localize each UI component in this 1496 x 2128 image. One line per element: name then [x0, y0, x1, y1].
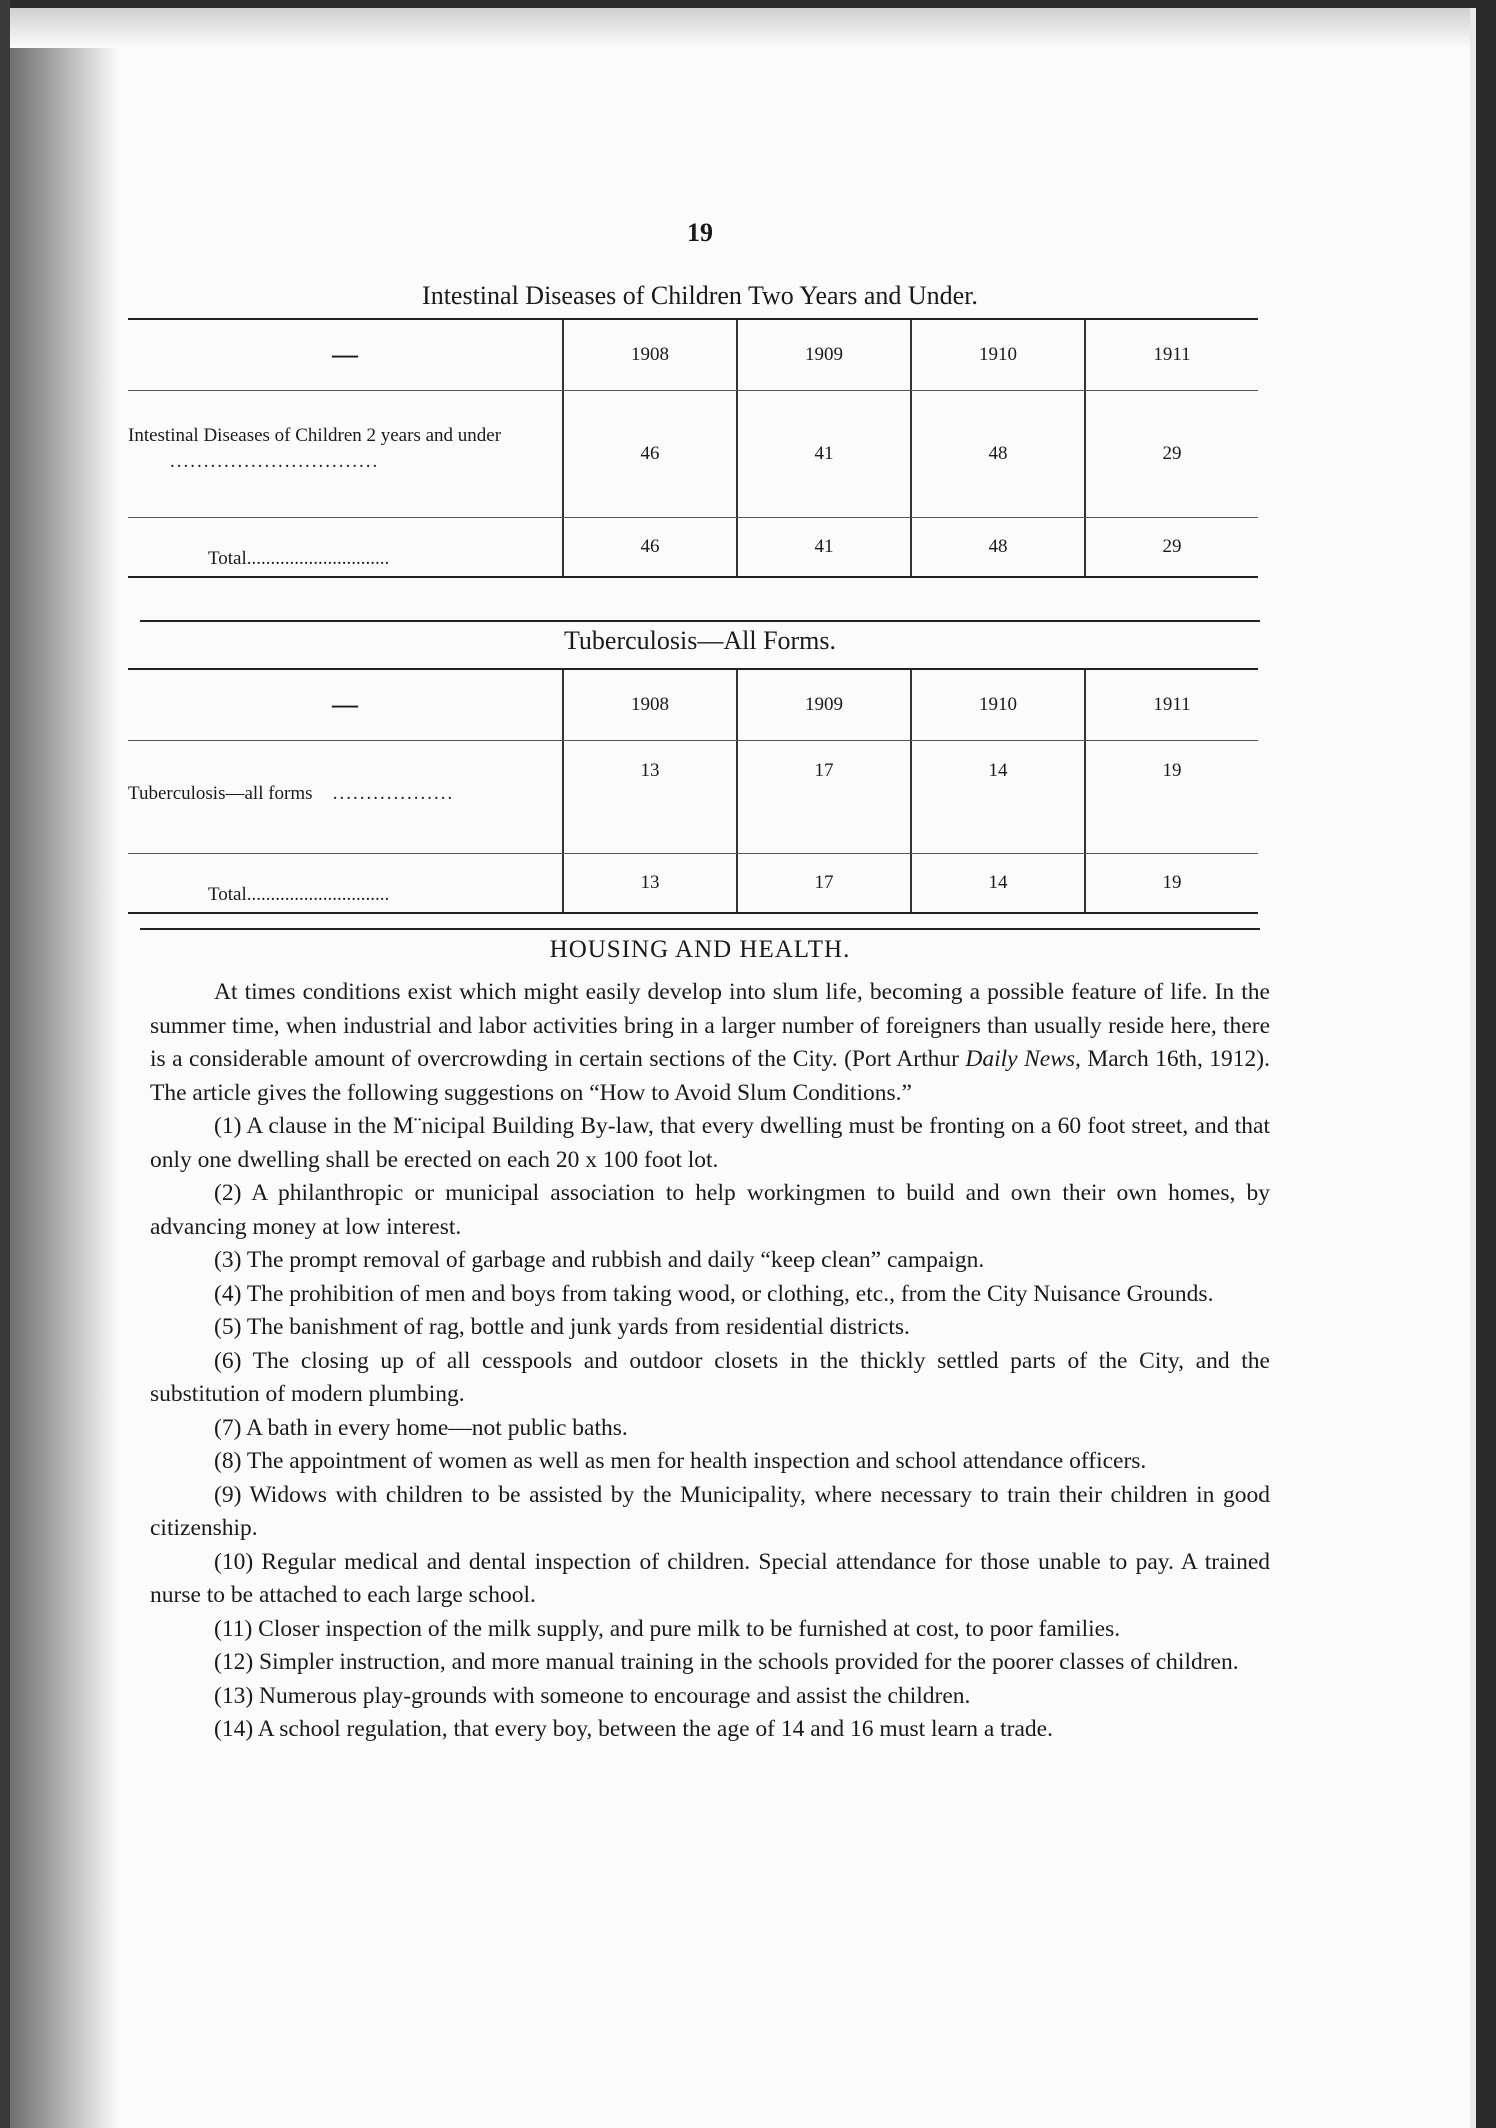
table2-total-value: 19 [1162, 872, 1182, 893]
scan-background [0, 0, 10, 2128]
table2-row-label: Tuberculosis—all forms .................. [128, 783, 455, 804]
table2-row-label-cell [128, 741, 564, 853]
divider [140, 928, 1260, 930]
table2-row-label-text: Tuberculosis—all forms [128, 783, 313, 804]
table2-year-1911: 1911 [1153, 694, 1191, 715]
list-item: (10) Regular medical and dental inspection of children. Special attendance for those unable to pay. A trained nurse to be attached to each large school. [150, 1548, 1270, 1608]
table2-value: 13 [564, 741, 738, 853]
list-item: (6) The closing up of all cesspools and outdoor closets in the thickly settled parts of the City, and the substitution of modern plumbing. [150, 1347, 1270, 1407]
table1-value: 48 [912, 391, 1086, 517]
page-content [120, 8, 1280, 2128]
list-item: (14) A school regulation, that every boy, between the age of 14 and 16 must learn a trade. [214, 1716, 1053, 1742]
table1-header-row [128, 320, 1258, 391]
table1-row-label: Intestinal Diseases of Children 2 years and under ............................... [128, 425, 502, 472]
table2-total-value: 17 [738, 854, 912, 912]
table1-total-value: 29 [1162, 536, 1182, 557]
list-item: (1) A clause in the M¨nicipal Building By-law, that every dwelling must be fronting on a 60 foot street, and that only one dwelling shall be erected on each 20 x 100 foot lot. [150, 1113, 1270, 1173]
intro-italic-text: Daily News, [965, 1046, 1081, 1072]
list-item: (9) Widows with children to be assisted by the Municipality, where necessary to train their children in good citizenship. [150, 1481, 1270, 1541]
table2-header-label-cell [128, 670, 564, 740]
page-binding-shadow [10, 48, 120, 2128]
table2-year-1908: 1908 [564, 670, 738, 740]
table1-header-label-cell [128, 320, 564, 390]
table2-header-row [128, 670, 1258, 741]
table1-total-label: Total.............................. [208, 548, 390, 569]
list-item: (7) A bath in every home—not public baths. [214, 1414, 628, 1441]
table1-title: Intestinal Diseases of Children Two Years and Under. [422, 281, 978, 310]
list-item: (4) The prohibition of men and boys from taking wood, or clothing, etc., from the City Nuisance Grounds. [214, 1280, 1214, 1307]
section-body [150, 976, 1270, 1747]
divider [140, 620, 1260, 622]
list-item: (12) Simpler instruction, and more manual training in the schools provided for the poorer classes of children. [214, 1649, 1239, 1675]
table1 [128, 318, 1258, 578]
table1-row-label-cell [128, 391, 564, 517]
intro-paragraph [150, 976, 1270, 1110]
table-row [128, 741, 1258, 854]
intro-text-part-1: At times conditions exist which might easily develop into slum life, becoming a possible feature of life. In the summer time, when industrial and labor activities bring in a larger number of foreigners than usually reside here, there is a considerable amount of overcrowding in certain sections of the City. (Port Arthur [150, 979, 1270, 1072]
table2-value: 14 [912, 741, 1086, 853]
table2-year-1909: 1909 [738, 670, 912, 740]
table1-row-label-text: Intestinal Diseases of Children 2 years and under [128, 425, 502, 446]
intro-text-part-2: March 16th, 1912). The article gives the following suggestions on “How to Avoid Slum Conditions.” [150, 1046, 1270, 1106]
table1-year-1908: 1908 [564, 320, 738, 390]
list-item: (11) Closer inspection of the milk supply, and pure milk to be furnished at cost, to poor families. [214, 1615, 1121, 1642]
table2-header-dash: — [332, 690, 358, 719]
document-page [10, 8, 1476, 2128]
table1-year-1910: 1910 [912, 320, 1086, 390]
table2-total-value: 13 [564, 854, 738, 912]
table1-year-1909: 1909 [738, 320, 912, 390]
list-item: (3) The prompt removal of garbage and rubbish and daily “keep clean” campaign. [214, 1247, 985, 1273]
table1-total-value: 48 [912, 518, 1086, 576]
table2-value: 19 [1162, 760, 1182, 781]
table2-title: Tuberculosis—All Forms. [563, 626, 837, 655]
page-right-edge [1470, 8, 1476, 2128]
section-heading: HOUSING AND HEALTH. [549, 936, 851, 963]
table1-total-label-text: Total [208, 548, 247, 569]
table-row [128, 391, 1258, 518]
table-row [128, 518, 1258, 576]
page-number: 19 [687, 218, 713, 247]
table1-value: 46 [564, 391, 738, 517]
table1-total-value: 46 [564, 518, 738, 576]
table2-total-value: 14 [912, 854, 1086, 912]
list-item: (8) The appointment of women as well as men for health inspection and school attendance officers. [214, 1448, 1147, 1474]
table1-total-value: 41 [738, 518, 912, 576]
table-row [128, 854, 1258, 912]
table2-total-label-cell [128, 854, 564, 912]
table2-value: 17 [738, 741, 912, 853]
table2-year-1910: 1910 [912, 670, 1086, 740]
table1-value: 41 [738, 391, 912, 517]
list-item: (2) A philanthropic or municipal association to help workingmen to build and own their own homes, by advancing money at low interest. [150, 1180, 1270, 1240]
table1-total-label-cell [128, 518, 564, 576]
table1-value: 29 [1162, 443, 1182, 464]
list-item: (13) Numerous play-grounds with someone to encourage and assist the children. [214, 1682, 971, 1709]
table1-year-1911: 1911 [1153, 344, 1191, 365]
table2-total-label: Total.............................. [208, 884, 390, 905]
table1-header-dash: — [332, 340, 358, 369]
list-item: (5) The banishment of rag, bottle and junk yards from residential districts. [214, 1314, 910, 1340]
table2-total-label-text: Total [208, 884, 247, 905]
table2 [128, 668, 1258, 914]
